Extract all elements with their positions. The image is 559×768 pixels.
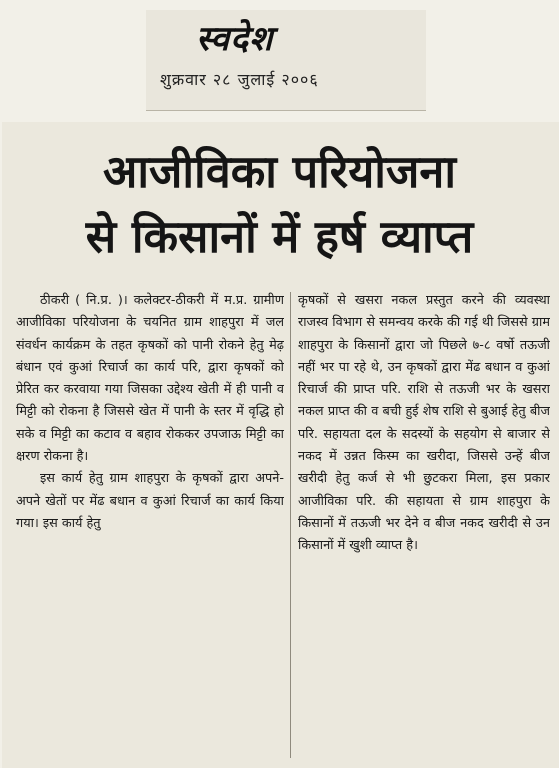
newspaper-name: स्वदेश — [196, 19, 274, 59]
column-divider — [290, 292, 291, 758]
headline-line-2: से किसानों में हर्ष व्याप्त — [85, 210, 474, 263]
article-column-left — [16, 290, 284, 760]
newspaper-masthead — [146, 10, 426, 111]
article-paragraph-1: ठीकरी ( नि.प्र. )। कलेक्टर-ठीकरी में म.प्र. ग्रामीण आजीविका परियोजना के चयनित ग्राम शाहपुरा में जल संवर्धन कार्यक्रम के तहत कृषकों को पानी रोकने हेतु मेढ़ बंधान एवं कुआं रिचार्ज का कार्य परि, द्वारा कृषकों को प्रेरित कर करवाया गया जिसका उद्देश्य खेती में ही पानी व मिट्टी को रोकना है जिससे खेत में पानी के स्तर में वृद्धि हो सके व मिट्टी का कटाव व बहाव रोककर उपजाऊ मिट्टी का क्षरण रोकना है। — [16, 293, 284, 465]
article-paragraph-3: कृषकों से खसरा नकल प्रस्तुत करने की व्यवस्था राजस्व विभाग से समन्वय करके की गई थी जिससे ग्राम शाहपुरा के किसानों द्वारा जो पिछले ७-८ वर्षो तऊजी नहीं भर पा रहे थे, उन कृषकों द्वारा मेंढ बधान व कुआं रिचार्ज की प्राप्त परि. राशि से तऊजी भर के खसरा नकल प्राप्त की व बची हुई शेष राशि से बुआई हेतु बीज परि. सहायता दल के सदस्यों के सहयोग से बाजार से नकद में उन्नत किस्म का खरीदा, जिससे उन्हें बीज खरीदी हेतु कर्ज से भी छुटकरा मिला, इस प्रकार आजीविका परि. की सहायता से ग्राम शाहपुरा के किसानों में तऊजी भर देने व बीज नकद खरीदी से उन किसानों में खुशी व्याप्त है। — [298, 293, 550, 554]
publication-date: शुक्रवार २८ जुलाई २००६ — [160, 70, 319, 89]
article-paragraph-2: इस कार्य हेतु ग्राम शाहपुरा के कृषकों द्वारा अपने-अपने खेतों पर मेंढ बधान व कुआं रिचार्ज का कार्य किया गया। इस कार्य हेतु — [16, 471, 284, 531]
article-column-right — [298, 290, 550, 760]
headline-line-1: आजीविका परियोजना — [103, 145, 456, 198]
